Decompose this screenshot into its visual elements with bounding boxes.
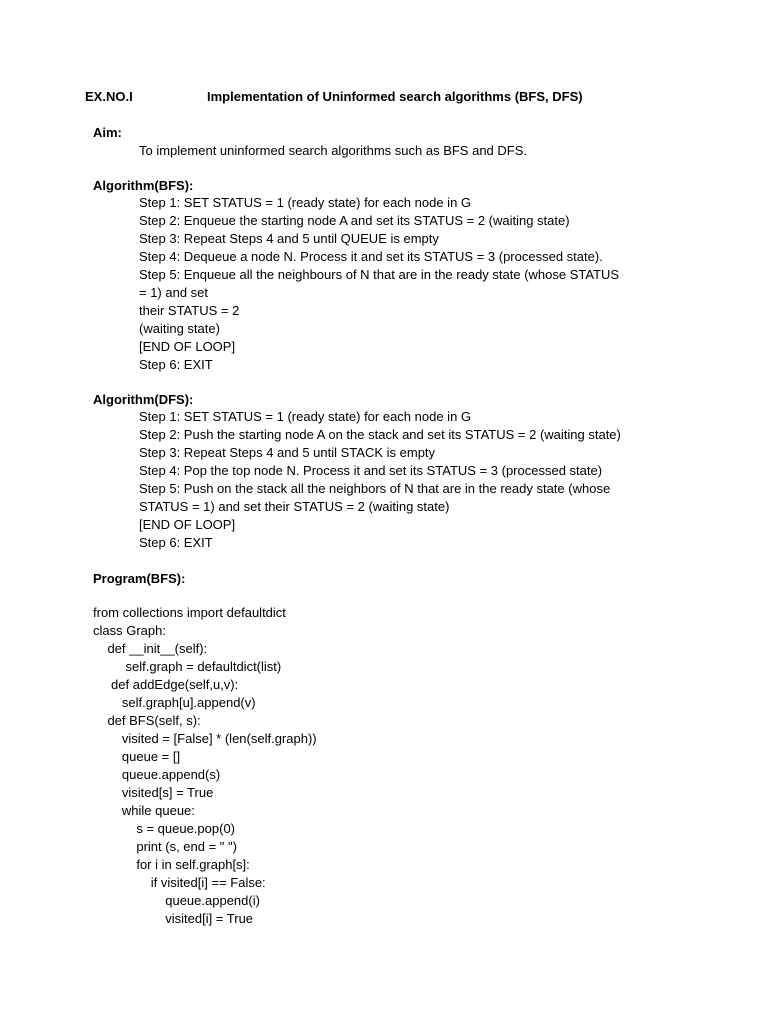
code-line: if visited[i] == False: [93, 875, 266, 890]
code-line: self.graph[u].append(v) [93, 695, 256, 710]
code-line: visited[s] = True [93, 785, 214, 800]
aim-text: To implement uninformed search algorithms such as BFS and DFS. [139, 143, 528, 158]
dfs-algorithm-heading: Algorithm(DFS): [93, 392, 194, 407]
code-line: queue = [] [93, 749, 181, 764]
algorithm-step-line: Step 1: SET STATUS = 1 (ready state) for each node in G [139, 195, 472, 210]
code-line: def BFS(self, s): [93, 713, 201, 728]
code-line: while queue: [93, 803, 195, 818]
algorithm-step-line: STATUS = 1) and set their STATUS = 2 (waiting state) [139, 499, 450, 514]
code-line: queue.append(s) [93, 767, 221, 782]
algorithm-step-line: Step 2: Enqueue the starting node A and set its STATUS = 2 (waiting state) [139, 213, 570, 228]
algorithm-step-line: Step 6: EXIT [139, 535, 213, 550]
algorithm-step-line: Step 6: EXIT [139, 357, 213, 372]
bfs-algorithm-heading: Algorithm(BFS): [93, 178, 194, 193]
algorithm-step-line: Step 2: Push the starting node A on the stack and set its STATUS = 2 (waiting state) [139, 427, 621, 442]
algorithm-step-line: [END OF LOOP] [139, 339, 236, 354]
exercise-number: EX.NO.I [85, 89, 133, 104]
code-line: def __init__(self): [93, 641, 208, 656]
code-line: print (s, end = " ") [93, 839, 237, 854]
algorithm-step-line: Step 3: Repeat Steps 4 and 5 until QUEUE is empty [139, 231, 439, 246]
aim-heading: Aim: [93, 125, 122, 140]
algorithm-step-line: their STATUS = 2 [139, 303, 240, 318]
code-line: self.graph = defaultdict(list) [93, 659, 282, 674]
code-line: visited[i] = True [93, 911, 254, 926]
code-line: def addEdge(self,u,v): [93, 677, 239, 692]
algorithm-step-line: Step 5: Push on the stack all the neighbors of N that are in the ready state (whose [139, 481, 611, 496]
bfs-program-heading: Program(BFS): [93, 571, 186, 586]
algorithm-step-line: = 1) and set [139, 285, 209, 300]
algorithm-step-line: Step 5: Enqueue all the neighbours of N that are in the ready state (whose STATUS [139, 267, 620, 282]
algorithm-step-line: Step 1: SET STATUS = 1 (ready state) for each node in G [139, 409, 472, 424]
code-line: class Graph: [93, 623, 166, 638]
code-line: visited = [False] * (len(self.graph)) [93, 731, 317, 746]
code-line: for i in self.graph[s]: [93, 857, 250, 872]
algorithm-step-line: Step 4: Dequeue a node N. Process it and set its STATUS = 3 (processed state). [139, 249, 603, 264]
algorithm-step-line: Step 3: Repeat Steps 4 and 5 until STACK is empty [139, 445, 436, 460]
algorithm-step-line: (waiting state) [139, 321, 220, 336]
code-line: s = queue.pop(0) [93, 821, 235, 836]
algorithm-step-line: Step 4: Pop the top node N. Process it and set its STATUS = 3 (processed state) [139, 463, 603, 478]
code-line: queue.append(i) [93, 893, 260, 908]
algorithm-step-line: [END OF LOOP] [139, 517, 236, 532]
code-line: from collections import defaultdict [93, 605, 286, 620]
document-title: Implementation of Uninformed search algorithms (BFS, DFS) [207, 89, 583, 104]
